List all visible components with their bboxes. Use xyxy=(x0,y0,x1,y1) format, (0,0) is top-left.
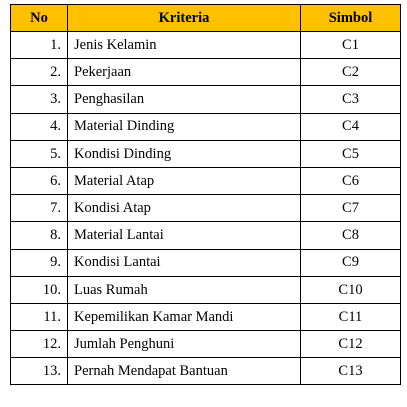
table-row xyxy=(11,32,401,59)
row-number: 6. xyxy=(11,167,68,194)
table-row xyxy=(11,195,401,222)
row-number: 12. xyxy=(11,331,68,358)
criteria-symbol: C10 xyxy=(301,276,401,303)
criteria-table xyxy=(10,4,401,385)
criteria-symbol: C2 xyxy=(301,59,401,86)
table-row xyxy=(11,331,401,358)
row-number: 4. xyxy=(11,113,68,140)
table-row xyxy=(11,167,401,194)
header-row xyxy=(11,5,401,32)
table-row xyxy=(11,113,401,140)
table-body xyxy=(11,32,401,385)
criteria-symbol: C3 xyxy=(301,86,401,113)
header-simbol: Simbol xyxy=(301,5,401,32)
row-number: 10. xyxy=(11,276,68,303)
criteria-symbol: C13 xyxy=(301,358,401,385)
row-number: 7. xyxy=(11,195,68,222)
criteria-name: Material Dinding xyxy=(68,113,301,140)
row-number: 13. xyxy=(11,358,68,385)
criteria-symbol: C1 xyxy=(301,32,401,59)
criteria-symbol: C11 xyxy=(301,303,401,330)
row-number: 8. xyxy=(11,222,68,249)
header-kriteria: Kriteria xyxy=(68,5,301,32)
row-number: 2. xyxy=(11,59,68,86)
row-number: 5. xyxy=(11,140,68,167)
table-row xyxy=(11,303,401,330)
criteria-name: Penghasilan xyxy=(68,86,301,113)
row-number: 9. xyxy=(11,249,68,276)
table-row xyxy=(11,86,401,113)
table-header xyxy=(11,5,401,32)
criteria-name: Material Atap xyxy=(68,167,301,194)
row-number: 11. xyxy=(11,303,68,330)
criteria-symbol: C6 xyxy=(301,167,401,194)
row-number: 3. xyxy=(11,86,68,113)
criteria-name: Jenis Kelamin xyxy=(68,32,301,59)
table-row xyxy=(11,140,401,167)
criteria-name: Pernah Mendapat Bantuan xyxy=(68,358,301,385)
criteria-symbol: C4 xyxy=(301,113,401,140)
row-number: 1. xyxy=(11,32,68,59)
criteria-name: Luas Rumah xyxy=(68,276,301,303)
criteria-name: Pekerjaan xyxy=(68,59,301,86)
criteria-symbol: C8 xyxy=(301,222,401,249)
criteria-name: Kepemilikan Kamar Mandi xyxy=(68,303,301,330)
criteria-symbol: C7 xyxy=(301,195,401,222)
criteria-name: Jumlah Penghuni xyxy=(68,331,301,358)
table-row xyxy=(11,249,401,276)
criteria-name: Kondisi Dinding xyxy=(68,140,301,167)
table-row xyxy=(11,222,401,249)
table-row xyxy=(11,358,401,385)
criteria-symbol: C12 xyxy=(301,331,401,358)
criteria-name: Kondisi Lantai xyxy=(68,249,301,276)
criteria-name: Kondisi Atap xyxy=(68,195,301,222)
table-row xyxy=(11,59,401,86)
table-row xyxy=(11,276,401,303)
criteria-symbol: C9 xyxy=(301,249,401,276)
header-no: No xyxy=(11,5,68,32)
criteria-name: Material Lantai xyxy=(68,222,301,249)
criteria-symbol: C5 xyxy=(301,140,401,167)
